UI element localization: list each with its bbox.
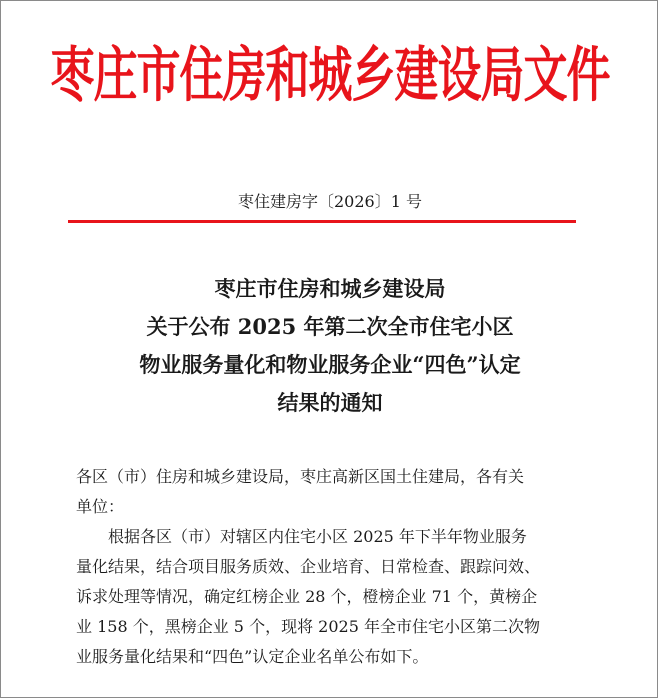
salutation-line-2: 单位： (76, 497, 125, 516)
paragraph-line-4: 业 158 个，黑榜企业 5 个，现将 2025 年全市住宅小区第二次物 (76, 617, 540, 636)
title-line-3: 物业服务量化和物业服务企业“四色”认定 (139, 352, 521, 377)
document-number: 枣住建房字〔2026〕1 号 (238, 192, 422, 211)
red-divider-line (68, 220, 576, 223)
document-title (0, 270, 660, 422)
paragraph-line-1: 根据各区（市）对辖区内住宅小区 2025 年下半年物业服务 (108, 527, 527, 546)
paragraph-line-3: 诉求处理等情况，确定红榜企业 28 个，橙榜企业 71 个，黄榜企 (76, 587, 538, 606)
title-line-4: 结果的通知 (277, 390, 383, 415)
paragraph-line-5: 业服务量化结果和“四色”认定企业名单公布如下。 (76, 647, 429, 666)
document-body (76, 462, 576, 672)
title-line-1: 枣庄市住房和城乡建设局 (214, 276, 446, 301)
title-line-2: 关于公布 2025 年第二次全市住宅小区 (146, 314, 514, 339)
letterhead-title: 枣庄市住房和城乡建设局文件 (50, 41, 610, 111)
paragraph-line-2: 量化结果，结合项目服务质效、企业培育、日常检查、跟踪问效、 (76, 557, 541, 576)
salutation-line-1: 各区（市）住房和城乡建设局，枣庄高新区国土住建局，各有关 (76, 467, 525, 486)
